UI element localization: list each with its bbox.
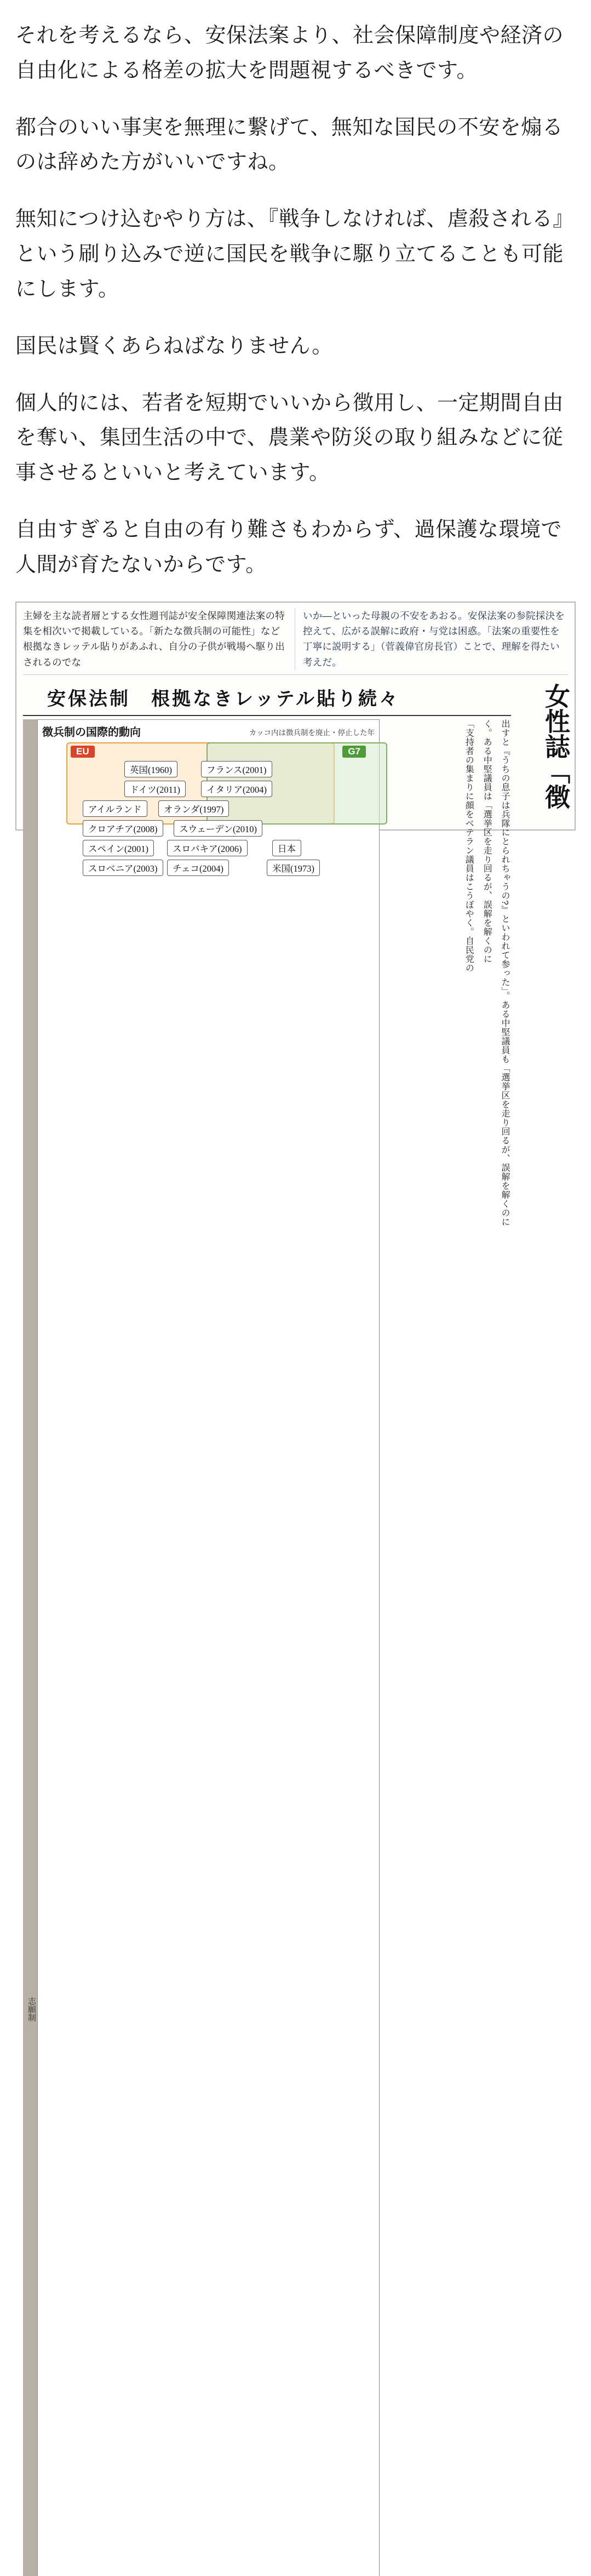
country-chip: スペイン(2001) (83, 840, 154, 856)
clipping-lead-left: 主婦を主な読者層とする女性週刊誌が安全保障関連法案の特集を相次いで掲載している。「新たな徴兵制の可能性」など根拠なきレッテル貼りがあふれ、自分の子供が戦場へ駆り出されるのでな (23, 608, 295, 670)
clipping-lead-row (23, 608, 568, 675)
paragraph: それを考えるなら、安保法案より、社会保障制度や経済の自由化による格差の拡大を問題視するべきです。 (15, 24, 564, 82)
newspaper-clipping-image (15, 602, 576, 2022)
clipping-inner (16, 603, 575, 2022)
country-chip: アイルランド (83, 800, 147, 817)
country-chip: 米国(1973) (267, 860, 320, 876)
clipping-vertical-text (384, 719, 511, 2576)
country-chip: スロベニア(2003) (83, 860, 163, 876)
chart-title: 徴兵制の国際的動向 (42, 726, 141, 739)
paragraph: 無知につけ込むやり方は、『戦争しなければ、虐殺される』という刷り込みで逆に国民を戦争に駆り立てることも可能にします。 (15, 208, 574, 301)
country-chip: チェコ(2004) (167, 860, 229, 876)
vertical-column: 「支持者の集まりに顔をベテラン議員はこうぼやく。自民党の (464, 719, 474, 973)
clipping-headline: 安保法制 根拠なきレッテル貼り続々 (23, 680, 511, 716)
country-chip: 日本 (272, 840, 301, 856)
country-chip: ドイツ(2011) (124, 781, 186, 797)
country-chip: スウェーデン(2010) (174, 820, 262, 837)
chart-plot-area (42, 742, 375, 874)
country-chip: 英国(1960) (124, 761, 177, 777)
country-chip: イタリア(2004) (201, 781, 272, 797)
paragraph: 個人的には、若者を短期でいいから徴用し、一定期間自由を奪い、集団生活の中で、農業や防災の取り組みなどに従事させるといいと考えています。 (15, 391, 564, 485)
eu-badge: EU (71, 746, 95, 758)
paragraph: 自由すぎると自由の有り難さもわからず、過保護な環境で人間が育たないからです。 (15, 518, 562, 576)
clipping-chart-row (23, 719, 511, 2576)
clipping-headline-row (23, 680, 568, 2576)
chart-sidebar-label: 志願制 (23, 719, 37, 2576)
g7-badge: G7 (342, 746, 366, 758)
vertical-column: 出すと『うちの息子は兵隊にとられちゃうの?』といわれて参った」。ある中堅議員も「選挙区を走り回るが、誤解を解くのに (500, 719, 509, 1227)
vertical-column: く。ある中堅議員は「選挙区を走り回るが、誤解を解くのに (482, 719, 492, 964)
country-chip: フランス(2001) (201, 761, 272, 777)
country-chip: クロアチア(2008) (83, 820, 163, 837)
chart-note: カッコ内は徴兵制を廃止・停止した年 (249, 729, 375, 737)
clipping-lead-right: いか―といった母親の不安をあおる。安保法案の参院採決を控えて、広がる誤解に政府・与党は困惑。「法案の重要性を丁寧に説明する」（菅義偉官房長官）ことで、理解を得たい考えだ。 (303, 610, 565, 668)
conscription-chart (37, 719, 380, 2576)
country-chip: スロバキア(2006) (167, 840, 248, 856)
article-body (0, 0, 591, 583)
paragraph: 都合のいい事実を無理に繋げて、無知な国民の不安を煽るのは辞めた方がいいですね。 (15, 116, 564, 174)
country-chip: オランダ(1997) (158, 800, 229, 817)
paragraph: 国民は賢くあらねばなりません。 (15, 334, 333, 358)
magazine-title: 女性誌「徴 (542, 683, 570, 810)
